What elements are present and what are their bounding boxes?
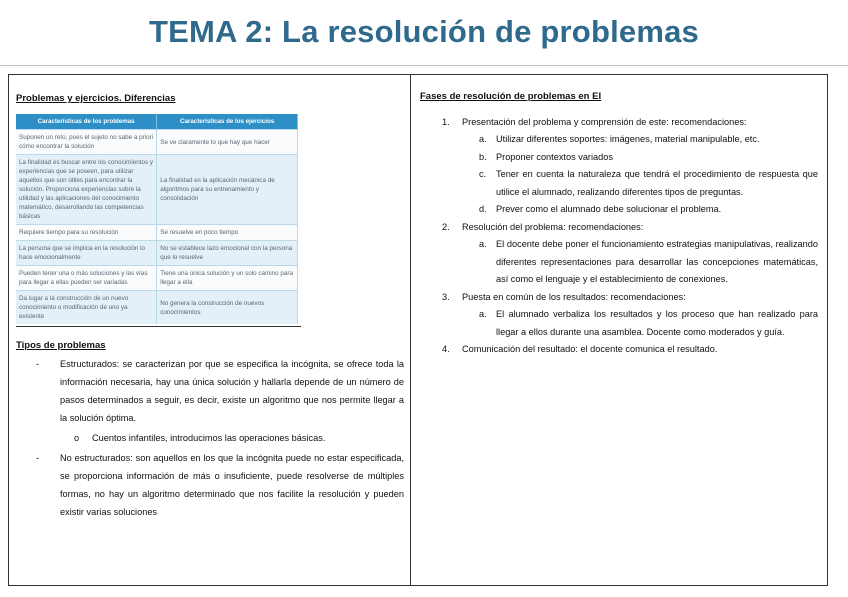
- recommendation-item: [420, 149, 818, 167]
- title-divider: [0, 65, 848, 66]
- phase-item: [420, 289, 818, 342]
- table-header-row: [16, 114, 298, 130]
- sub-item: [60, 429, 404, 447]
- comparison-table: [16, 114, 298, 324]
- phase-number: 4.: [442, 344, 450, 354]
- phase-number: 3.: [442, 291, 450, 302]
- recommendation-text: El docente debe poner el funcionamiento estrategias manipulativas, realizando diferentes representaciones para desarrollar las concepciones matemáticas, así como el lenguaje y el establecimiento de conexiones.: [496, 239, 818, 284]
- recommendation-text: Tener en cuenta la naturaleza que tendrá el procedimiento de respuesta que utilice el alumnado, realizando diferentes tipos de preguntas.: [496, 169, 818, 197]
- phase-item: [420, 341, 818, 359]
- right-column: [420, 88, 818, 359]
- problem-cell: La persona que se implica en la resolución lo hace emocionalmente: [16, 241, 157, 266]
- circle-bullet: o: [74, 433, 80, 443]
- problem-cell: Pueden tener una o más soluciones y las vías para llegar a ellas pueden ser variadas: [16, 266, 157, 291]
- left-column: [16, 90, 404, 521]
- table-row: [16, 266, 298, 291]
- recommendation-letter: a.: [479, 239, 487, 249]
- phase-item: [420, 114, 818, 219]
- sub-list: [60, 429, 404, 447]
- recommendation-text: Utilizar diferentes soportes: imágenes, material manipulable, etc.: [496, 134, 760, 144]
- types-list: [16, 355, 404, 521]
- problem-cell: La finalidad es buscar entre los conocimientos y experiencias que se poseen, para utilizar aquellos que son útiles para encontrar la solución. Proporciona experiencias sobre la utilidad y las aplicaciones del conocimiento matemático, desarrollando las competencias básicas: [16, 155, 157, 225]
- recommendation-list: [462, 236, 818, 289]
- recommendation-text: Prever como el alumnado debe solucionar el problema.: [496, 204, 722, 214]
- column-divider: [410, 74, 411, 586]
- problem-cell: Suponen un reto, pues el sujeto no sabe a priori cómo encontrar la solución: [16, 130, 157, 155]
- table-row: [16, 241, 298, 266]
- table-row: [16, 291, 298, 325]
- phase-text: Resolución del problema: recomendaciones:: [462, 221, 644, 232]
- problem-cell: Requiere tiempo para su resolución: [16, 225, 157, 241]
- table-header-exercises: Características de los ejercicios: [157, 114, 298, 130]
- type-item: [22, 449, 404, 521]
- phase-text: Presentación del problema y comprensión de este: recomendaciones:: [462, 116, 747, 127]
- recommendation-list: [462, 306, 818, 341]
- exercise-cell: No genera la construcción de nuevos conocimientos: [157, 291, 298, 325]
- recommendation-item: [420, 306, 818, 341]
- recommendation-item: [420, 236, 818, 289]
- exercise-cell: Se ve claramente lo que hay que hacer: [157, 130, 298, 155]
- table-row: [16, 130, 298, 155]
- phase-text: Comunicación del resultado: el docente comunica el resultado.: [462, 344, 718, 354]
- phase-number: 1.: [442, 116, 450, 127]
- table-header-problems: Características de los problemas: [16, 114, 157, 130]
- table-row: [16, 225, 298, 241]
- table-bottom-rule: [16, 326, 301, 327]
- phase-text: Puesta en común de los resultados: recomendaciones:: [462, 291, 686, 302]
- problem-cell: Da lugar a la construcción de un nuevo conocimiento o modificación de uno ya existente: [16, 291, 157, 325]
- dash-bullet: -: [36, 453, 40, 463]
- exercise-cell: Se resuelve en poco tiempo: [157, 225, 298, 241]
- recommendation-item: [420, 201, 818, 219]
- differences-heading: Problemas y ejercicios. Diferencias: [16, 93, 176, 104]
- table-row: [16, 155, 298, 225]
- recommendation-item: [420, 166, 818, 201]
- recommendation-list: [462, 131, 818, 219]
- recommendation-item: [420, 131, 818, 149]
- types-heading: Tipos de problemas: [16, 340, 106, 351]
- phase-number: 2.: [442, 221, 450, 232]
- phases-heading: Fases de resolución de problemas en EI: [420, 91, 602, 102]
- recommendation-letter: d.: [479, 204, 487, 214]
- recommendation-text: Proponer contextos variados: [496, 151, 613, 162]
- recommendation-letter: a.: [479, 134, 487, 144]
- sub-item-text: Cuentos infantiles, introducimos las operaciones básicas.: [92, 433, 326, 443]
- type-item: [22, 355, 404, 447]
- exercise-cell: No se establece lazo emocional con la persona que lo resuelve: [157, 241, 298, 266]
- recommendation-letter: c.: [479, 169, 487, 179]
- exercise-cell: Tiene una única solución y un solo camino para llegar a ella: [157, 266, 298, 291]
- type-text: No estructurados: son aquellos en los que la incógnita puede no estar especificada, se proporciona información de más o insuficiente, puede resolverse de múltiples formas, no hay un algoritmo determinado que nos facilite la resolución y pueden existir varias soluciones: [60, 453, 404, 517]
- recommendation-letter: a.: [479, 309, 487, 319]
- recommendation-letter: b.: [479, 151, 487, 162]
- phase-item: [420, 219, 818, 289]
- exercise-cell: La finalidad es la aplicación mecánica de algoritmos para su entrenamiento y consolidación: [157, 155, 298, 225]
- page-title: TEMA 2: La resolución de problemas: [149, 14, 699, 49]
- dash-bullet: -: [36, 359, 40, 369]
- type-text: Estructurados: se caracterizan por que se especifica la incógnita, se ofrece toda la información necesaria, hay una única solución y hallarla depende de un número de pasos determinados a seguir, es decir, existe un algoritmo que nos permite llegar a la solución óptima.: [60, 359, 404, 423]
- recommendation-text: El alumnado verbaliza los resultados y los proceso que han realizado para llegar a ellos durante una asamblea. Docente como moderados y guía.: [496, 309, 818, 337]
- phases-list: [420, 114, 818, 359]
